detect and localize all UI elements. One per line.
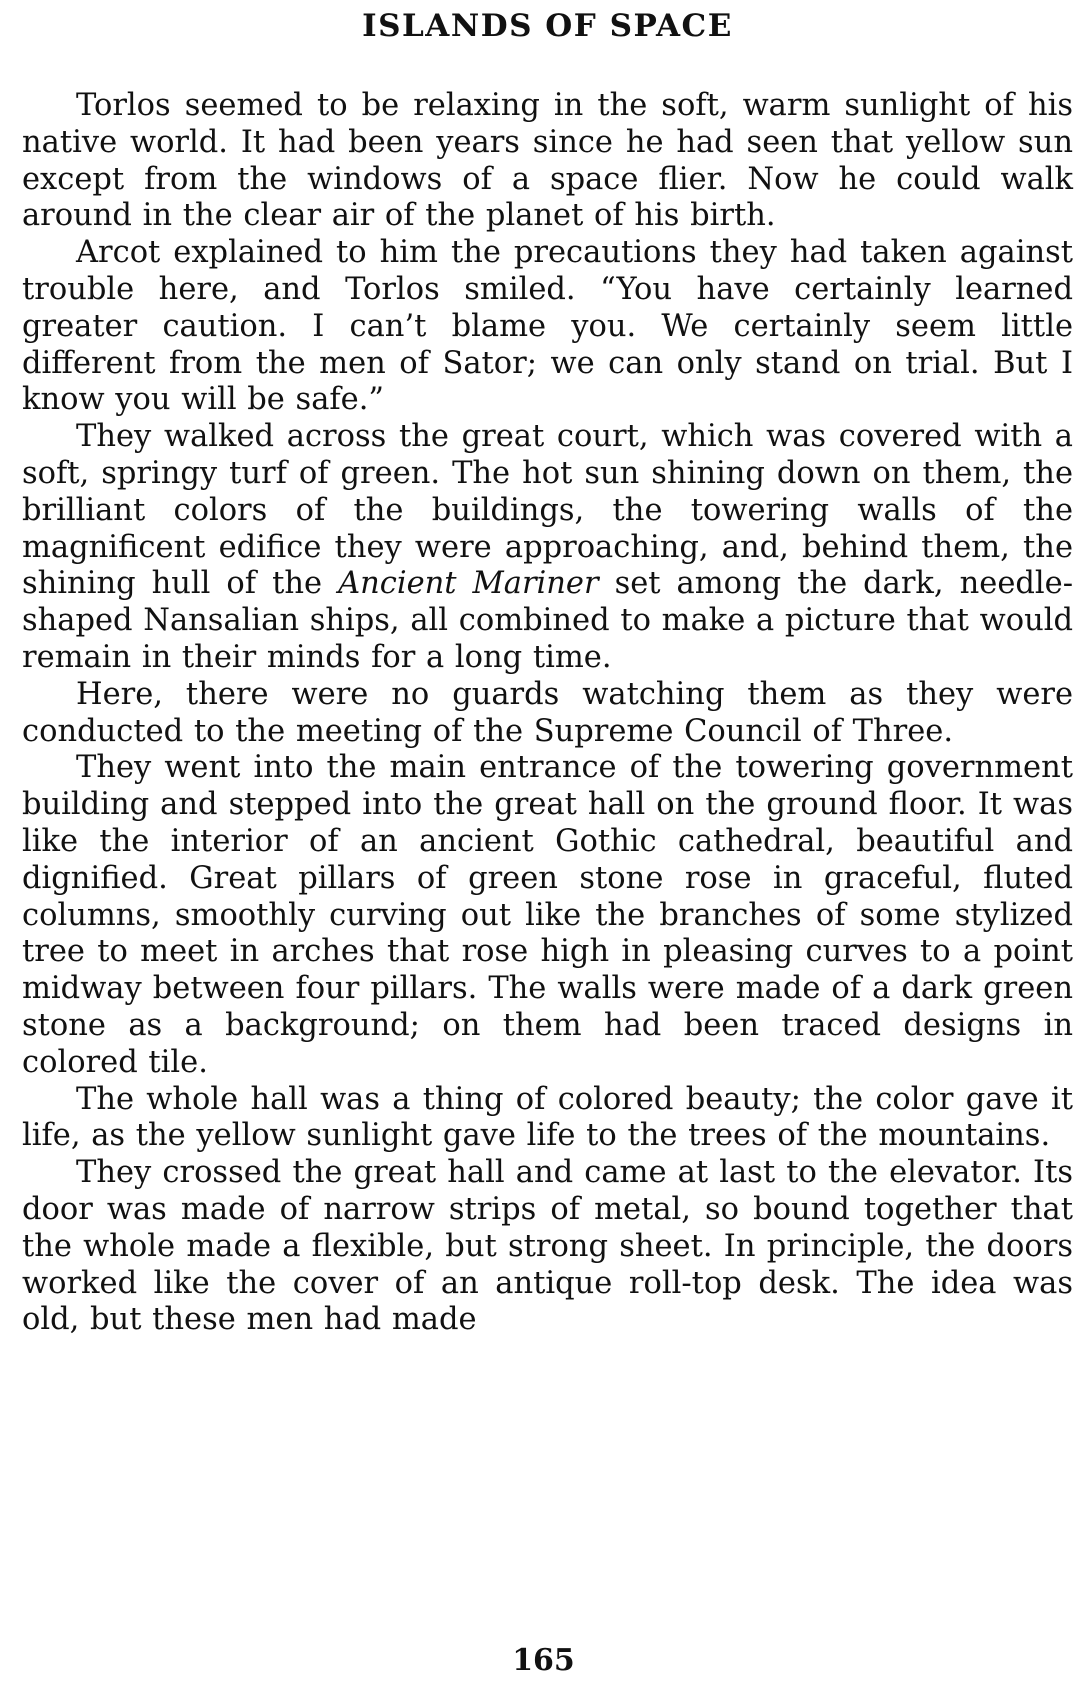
paragraph-3-text-before: They walked across the great court, which was covered with a soft, springy turf of green. The hot sun shining down on them, the brilliant colors of the buildings, the towering walls of the magnificent edifice they were approaching, and, behind them, the shining hull of the bbox=[22, 419, 1073, 602]
paragraph-6: The whole hall was a thing of colored beauty; the color gave it life, as the yellow sunlight gave life to the trees of the mountains. bbox=[22, 1081, 1073, 1154]
paragraph-2: Arcot explained to him the precautions they had taken against trouble here, and Torlos smiled. “You have certainly learned greater caution. I can’t blame you. We certainly seem little different from the men of Sator; we can only stand on trial. But I know you will be safe.” bbox=[22, 235, 1073, 418]
paragraph-4: Here, there were no guards watching them as they were conducted to the meeting of the Supreme Council of Three. bbox=[22, 676, 1073, 749]
paragraph-3-text-after: set among the dark, needle-shaped Nansalian ships, all combined to make a picture that would remain in their minds for a long time. bbox=[22, 566, 1074, 675]
running-head: ISLANDS OF SPACE bbox=[362, 8, 733, 44]
paragraph-3 bbox=[22, 419, 1073, 677]
page-number: 165 bbox=[512, 1643, 575, 1678]
ship-name-italic: Ancient Mariner bbox=[338, 566, 599, 602]
paragraph-5: They went into the main entrance of the towering government building and stepped into the great hall on the ground floor. It was like the interior of an ancient Gothic cathedral, beautiful and dignified. Great pillars of green stone rose in graceful, fluted columns, smoothly curving out like the branches of some stylized tree to meet in arches that rose high in pleasing curves to a point midway between four pillars. The walls were made of a dark green stone as a background; on them had been traced designs in colored tile. bbox=[22, 750, 1073, 1080]
body-text bbox=[22, 88, 1073, 1339]
paragraph-1: Torlos seemed to be relaxing in the soft, warm sunlight of his native world. It had been years since he had seen that yellow sun except from the windows of a space flier. Now he could walk around in the clear air of the planet of his birth. bbox=[22, 88, 1073, 234]
paragraph-7: They crossed the great hall and came at last to the elevator. Its door was made of narrow strips of metal, so bound together that the whole made a flexible, but strong sheet. In principle, the doors worked like the cover of an antique roll-top desk. The idea was old, but these men had made bbox=[22, 1155, 1073, 1338]
